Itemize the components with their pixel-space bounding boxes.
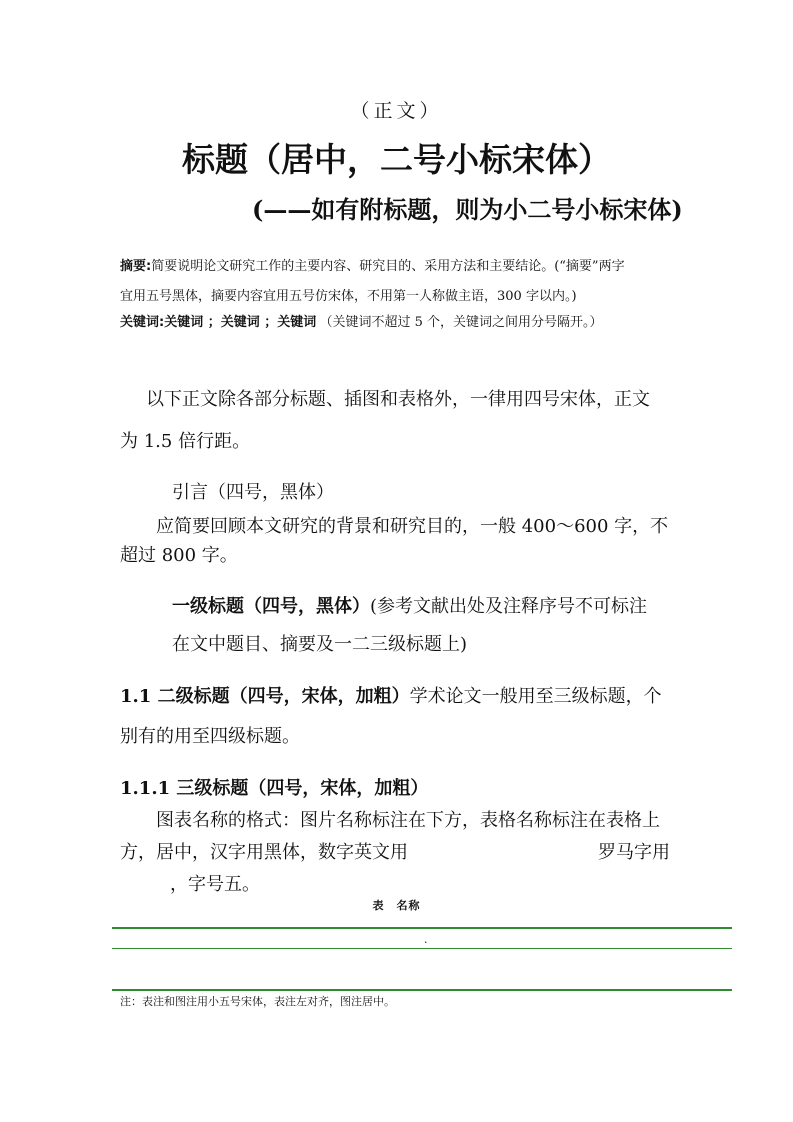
caption-rule-line-2a: 方，居中，汉字用黑体，数字英文用 <box>120 842 408 863</box>
caption-rule-line-2b: 罗马字用 <box>598 842 670 863</box>
level1-note-2: 在文中题目、摘要及一二三级标题上) <box>172 634 468 655</box>
sub-title: (——如有附标题，则为小二号小标宋体) <box>252 195 683 224</box>
table-note: 注：表注和图注用小五号宋体，表注左对齐，图注居中。 <box>120 995 395 1008</box>
table-middle-rule <box>112 948 732 949</box>
table-bottom-rule <box>112 989 732 991</box>
level2-heading: 1.1 二级标题（四号，宋体，加粗） <box>120 686 410 707</box>
section-label: （正文） <box>350 100 443 122</box>
intro-line-2: 为 1.5 倍行距。 <box>120 431 251 452</box>
preface-line-1: 应简要回顾本文研究的背景和研究目的，一般 400～600 字，不 <box>156 516 669 537</box>
keywords-terms: 关键词 ；关键词 ；关键词 <box>164 315 317 330</box>
caption-rule-line-1: 图表名称的格式：图片名称标注在下方，表格名称标注在表格上 <box>156 810 660 831</box>
preface-heading: 引言（四号，黑体） <box>172 482 334 503</box>
level2-text-2: 别有的用至四级标题。 <box>120 726 300 747</box>
keywords-line <box>120 311 603 330</box>
abstract-line-1 <box>120 255 625 274</box>
table-top-rule <box>112 927 732 929</box>
intro-line-1: 以下正文除各部分标题、插图和表格外，一律用四号宋体，正文 <box>146 389 650 410</box>
level1-heading: 一级标题（四号，黑体） <box>172 596 370 617</box>
level2-text-1: 学术论文一般用至三级标题，个 <box>409 686 662 707</box>
abstract-line-2: 宜用五号黑体，摘要内容宜用五号仿宋体，不用第一人称做主语，300 字以内。) <box>120 289 577 304</box>
preface-line-2: 超过 800 字。 <box>120 545 238 566</box>
keywords-note: （关键词不超过 5 个，关键词之间用分号隔开。） <box>319 315 603 330</box>
level1-heading-line <box>172 592 647 618</box>
abstract-label: 摘要: <box>120 259 152 274</box>
level2-heading-line <box>120 682 662 708</box>
main-title: 标题（居中，二号小标宋体） <box>182 140 611 179</box>
level1-note-1: (参考文献出处及注释序号不可标注 <box>370 596 648 617</box>
level3-heading: 1.1.1 三级标题（四号，宋体，加粗） <box>120 778 429 799</box>
keywords-label: 关键词: <box>120 315 165 330</box>
abstract-text-1: 简要说明论文研究工作的主要内容、研究目的、采用方法和主要结论。(“摘要”两字 <box>151 259 625 274</box>
table-caption: 表 名称 <box>372 899 421 912</box>
caption-rule-line-3: ，字号五。 <box>170 874 260 895</box>
table-cell: . <box>424 933 428 946</box>
